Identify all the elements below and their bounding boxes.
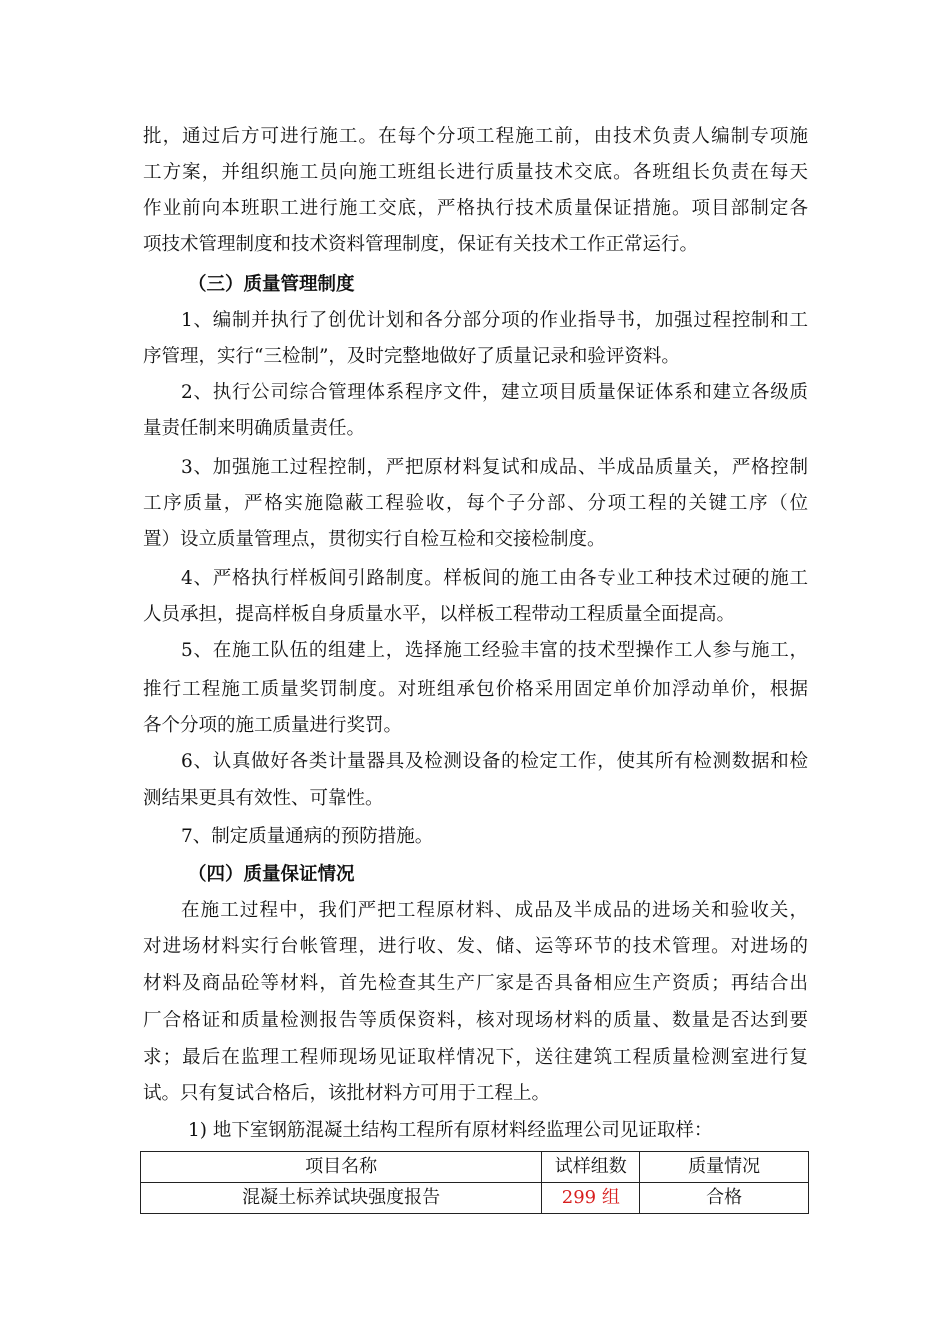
paragraph-line: 对进场材料实行台帐管理，进行收、发、储、运等环节的技术管理。对进场的 — [143, 936, 808, 957]
section-heading-4: （四）质量保证情况 — [188, 864, 355, 885]
list-item-line: 测结果更具有效性、可靠性。 — [143, 788, 384, 809]
table-header-cell: 试样组数 — [542, 1152, 640, 1183]
section-heading-3: （三）质量管理制度 — [188, 274, 355, 295]
list-item-line: 序管理，实行“三检制”，及时完整地做好了质量记录和验评资料。 — [143, 346, 680, 367]
paragraph-line: 材料及商品砼等材料，首先检查其生产厂家是否具备相应生产资质；再结合出 — [143, 973, 808, 994]
list-item-line: 各个分项的施工质量进行奖罚。 — [143, 715, 403, 736]
paragraph-line: 项技术管理制度和技术资料管理制度，保证有关技术工作正常运行。 — [143, 234, 699, 255]
paragraph-line: 试。只有复试合格后，该批材料方可用于工程上。 — [143, 1083, 551, 1104]
table-row — [141, 1183, 809, 1214]
list-item-line: 量责任制来明确质量责任。 — [143, 418, 366, 439]
table-header-cell: 项目名称 — [141, 1152, 542, 1183]
list-item-line: 2、执行公司综合管理体系程序文件，建立项目质量保证体系和建立各级质 — [181, 382, 808, 403]
table-cell-quality: 合格 — [640, 1183, 809, 1214]
list-item-line: 置）设立质量管理点，贯彻实行自检互检和交接检制度。 — [143, 529, 606, 550]
paragraph-line: 厂合格证和质量检测报告等质保资料，核对现场材料的质量、数量是否达到要 — [143, 1010, 808, 1031]
paragraph-line: 作业前向本班职工进行施工交底，严格执行技术质量保证措施。项目部制定各 — [143, 198, 808, 219]
quality-table — [140, 1151, 809, 1214]
list-item-line: 推行工程施工质量奖罚制度。对班组承包价格采用固定单价加浮动单价，根据 — [143, 679, 808, 700]
list-item-line: 人员承担，提高样板自身质量水平，以样板工程带动工程质量全面提高。 — [143, 604, 736, 625]
paragraph-line: 求；最后在监理工程师现场见证取样情况下，送往建筑工程质量检测室进行复 — [143, 1047, 808, 1068]
table-caption: 1) 地下室钢筋混凝土结构工程所有原材料经监理公司见证取样： — [188, 1120, 713, 1141]
paragraph-line: 工方案，并组织施工员向施工班组长进行质量技术交底。各班组长负责在每天 — [143, 162, 808, 183]
table-header-cell: 质量情况 — [640, 1152, 809, 1183]
paragraph-line: 批，通过后方可进行施工。在每个分项工程施工前，由技术负责人编制专项施 — [143, 126, 808, 147]
list-item-line: 5、在施工队伍的组建上，选择施工经验丰富的技术型操作工人参与施工， — [181, 640, 808, 661]
list-item-line: 6、认真做好各类计量器具及检测设备的检定工作，使其所有检测数据和检 — [181, 751, 808, 772]
paragraph-line: 在施工过程中，我们严把工程原材料、成品及半成品的进场关和验收关， — [181, 900, 808, 921]
list-item-line: 3、加强施工过程控制，严把原材料复试和成品、半成品质量关，严格控制 — [181, 457, 808, 478]
table-cell-count: 299 组 — [542, 1183, 640, 1214]
list-item-line: 1、编制并执行了创优计划和各分部分项的作业指导书，加强过程控制和工 — [181, 310, 808, 331]
list-item-line: 4、严格执行样板间引路制度。样板间的施工由各专业工种技术过硬的施工 — [181, 568, 808, 589]
list-item-line: 7、制定质量通病的预防措施。 — [181, 826, 434, 847]
table-cell-item: 混凝土标养试块强度报告 — [141, 1183, 542, 1214]
table-header-row — [141, 1152, 809, 1183]
list-item-line: 工序质量，严格实施隐蔽工程验收，每个子分部、分项工程的关键工序（位 — [143, 493, 808, 514]
